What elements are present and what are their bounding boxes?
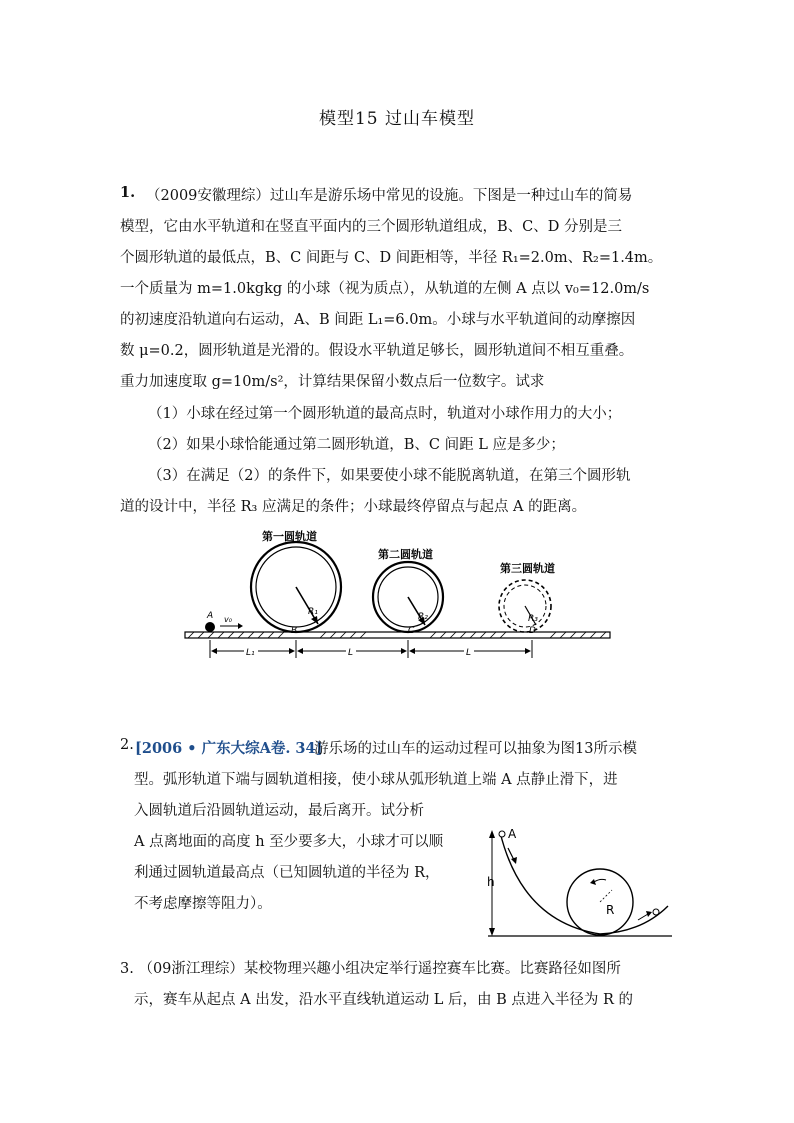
sub-question-2: （2）如果小球恰能通过第二圆形轨道，B、C 间距 L 应是多少； — [148, 437, 565, 453]
svg-text:D: D — [529, 626, 536, 636]
question-line: 入圆轨道后沿圆轨道运动，最后离开。试分析 — [134, 803, 424, 819]
svg-text:A: A — [508, 827, 517, 841]
svg-text:v₀: v₀ — [224, 615, 232, 624]
question-line: 利通过圆轨道最高点（已知圆轨道的半径为 R， — [134, 865, 440, 881]
svg-text:A: A — [207, 611, 214, 621]
svg-text:R₃: R₃ — [528, 614, 538, 624]
question-line: 模型，它由水平轨道和在竖直平面内的三个圆形轨道组成，B、C、D 分别是三 — [120, 219, 622, 235]
question-line: 3. （09浙江理综）某校物理兴趣小组决定举行遥控赛车比赛。比赛路径如图所 — [120, 961, 621, 977]
loop3-label: 第三圆轨道 — [500, 562, 555, 575]
loop2-label: 第二圆轨道 — [378, 548, 433, 561]
svg-text:L: L — [466, 648, 472, 658]
question-number: 2. — [120, 737, 134, 753]
sub-question-1: （1）小球在经过第一个圆形轨道的最高点时，轨道对小球作用力的大小； — [148, 406, 622, 422]
question-line: 游乐场的过山车的运动过程可以抽象为图13所示模 — [314, 741, 637, 757]
question-line: 一个质量为 m=1.0kgkg 的小球（视为质点），从轨道的左侧 A 点以 v₀=12.0m/s — [120, 281, 650, 297]
question-number: 1. — [120, 184, 136, 201]
question-line: 示，赛车从起点 A 出发，沿水平直线轨道运动 L 后，由 B 点进入半径为 R 的 — [134, 992, 634, 1008]
question-line: 不考虑摩擦等阻力）。 — [134, 896, 272, 912]
svg-text:C: C — [408, 626, 415, 636]
question-line: 重力加速度取 g=10m/s²，计算结果保留小数点后一位数字。试求 — [120, 374, 545, 390]
svg-text:B: B — [291, 626, 298, 636]
ball-A — [205, 622, 215, 632]
question-line: 道的设计中，半径 R₃ 应满足的条件；小球最终停留点与起点 A 的距离。 — [120, 499, 587, 515]
svg-text:R₁: R₁ — [308, 607, 318, 617]
svg-text:L: L — [348, 648, 354, 658]
question-line: （2009安徽理综）过山车是游乐场中常见的设施。下图是一种过山车的简易 — [146, 188, 633, 204]
svg-text:R₂: R₂ — [418, 612, 428, 622]
question-line: 数 μ=0.2，圆形轨道是光滑的。假设水平轨道足够长，圆形轨道间不相互重叠。 — [120, 343, 634, 359]
question-line: A 点离地面的高度 h 至少要多大，小球才可以顺 — [134, 834, 444, 850]
ball-A — [499, 831, 505, 837]
question-line: 个圆形轨道的最低点，B、C 间距与 C、D 间距相等，半径 R₁=2.0m、R₂=1.4m。 — [120, 250, 663, 266]
svg-text:L₁: L₁ — [246, 648, 255, 658]
arc-loop-figure — [482, 822, 682, 942]
svg-text:R: R — [606, 903, 615, 917]
question-source: [2006 • 广东大综A卷. 34] — [135, 740, 323, 757]
sub-question-3: （3）在满足（2）的条件下，如果要使小球不能脱离轨道，在第三个圆形轨 — [148, 468, 631, 484]
arc-track — [500, 832, 668, 934]
question-line: 的初速度沿轨道向右运动，A、B 间距 L₁=6.0m。小球与水平轨道间的动摩擦因 — [120, 312, 636, 328]
question-line: 型。弧形轨道下端与圆轨道相接，使小球从弧形轨道上端 A 点静止滑下，进 — [134, 772, 618, 788]
page-title: 模型15 过山车模型 — [318, 109, 476, 129]
roller-coaster-figure — [180, 526, 620, 676]
loop1-label: 第一圆轨道 — [262, 530, 317, 543]
svg-text:h: h — [487, 875, 495, 889]
